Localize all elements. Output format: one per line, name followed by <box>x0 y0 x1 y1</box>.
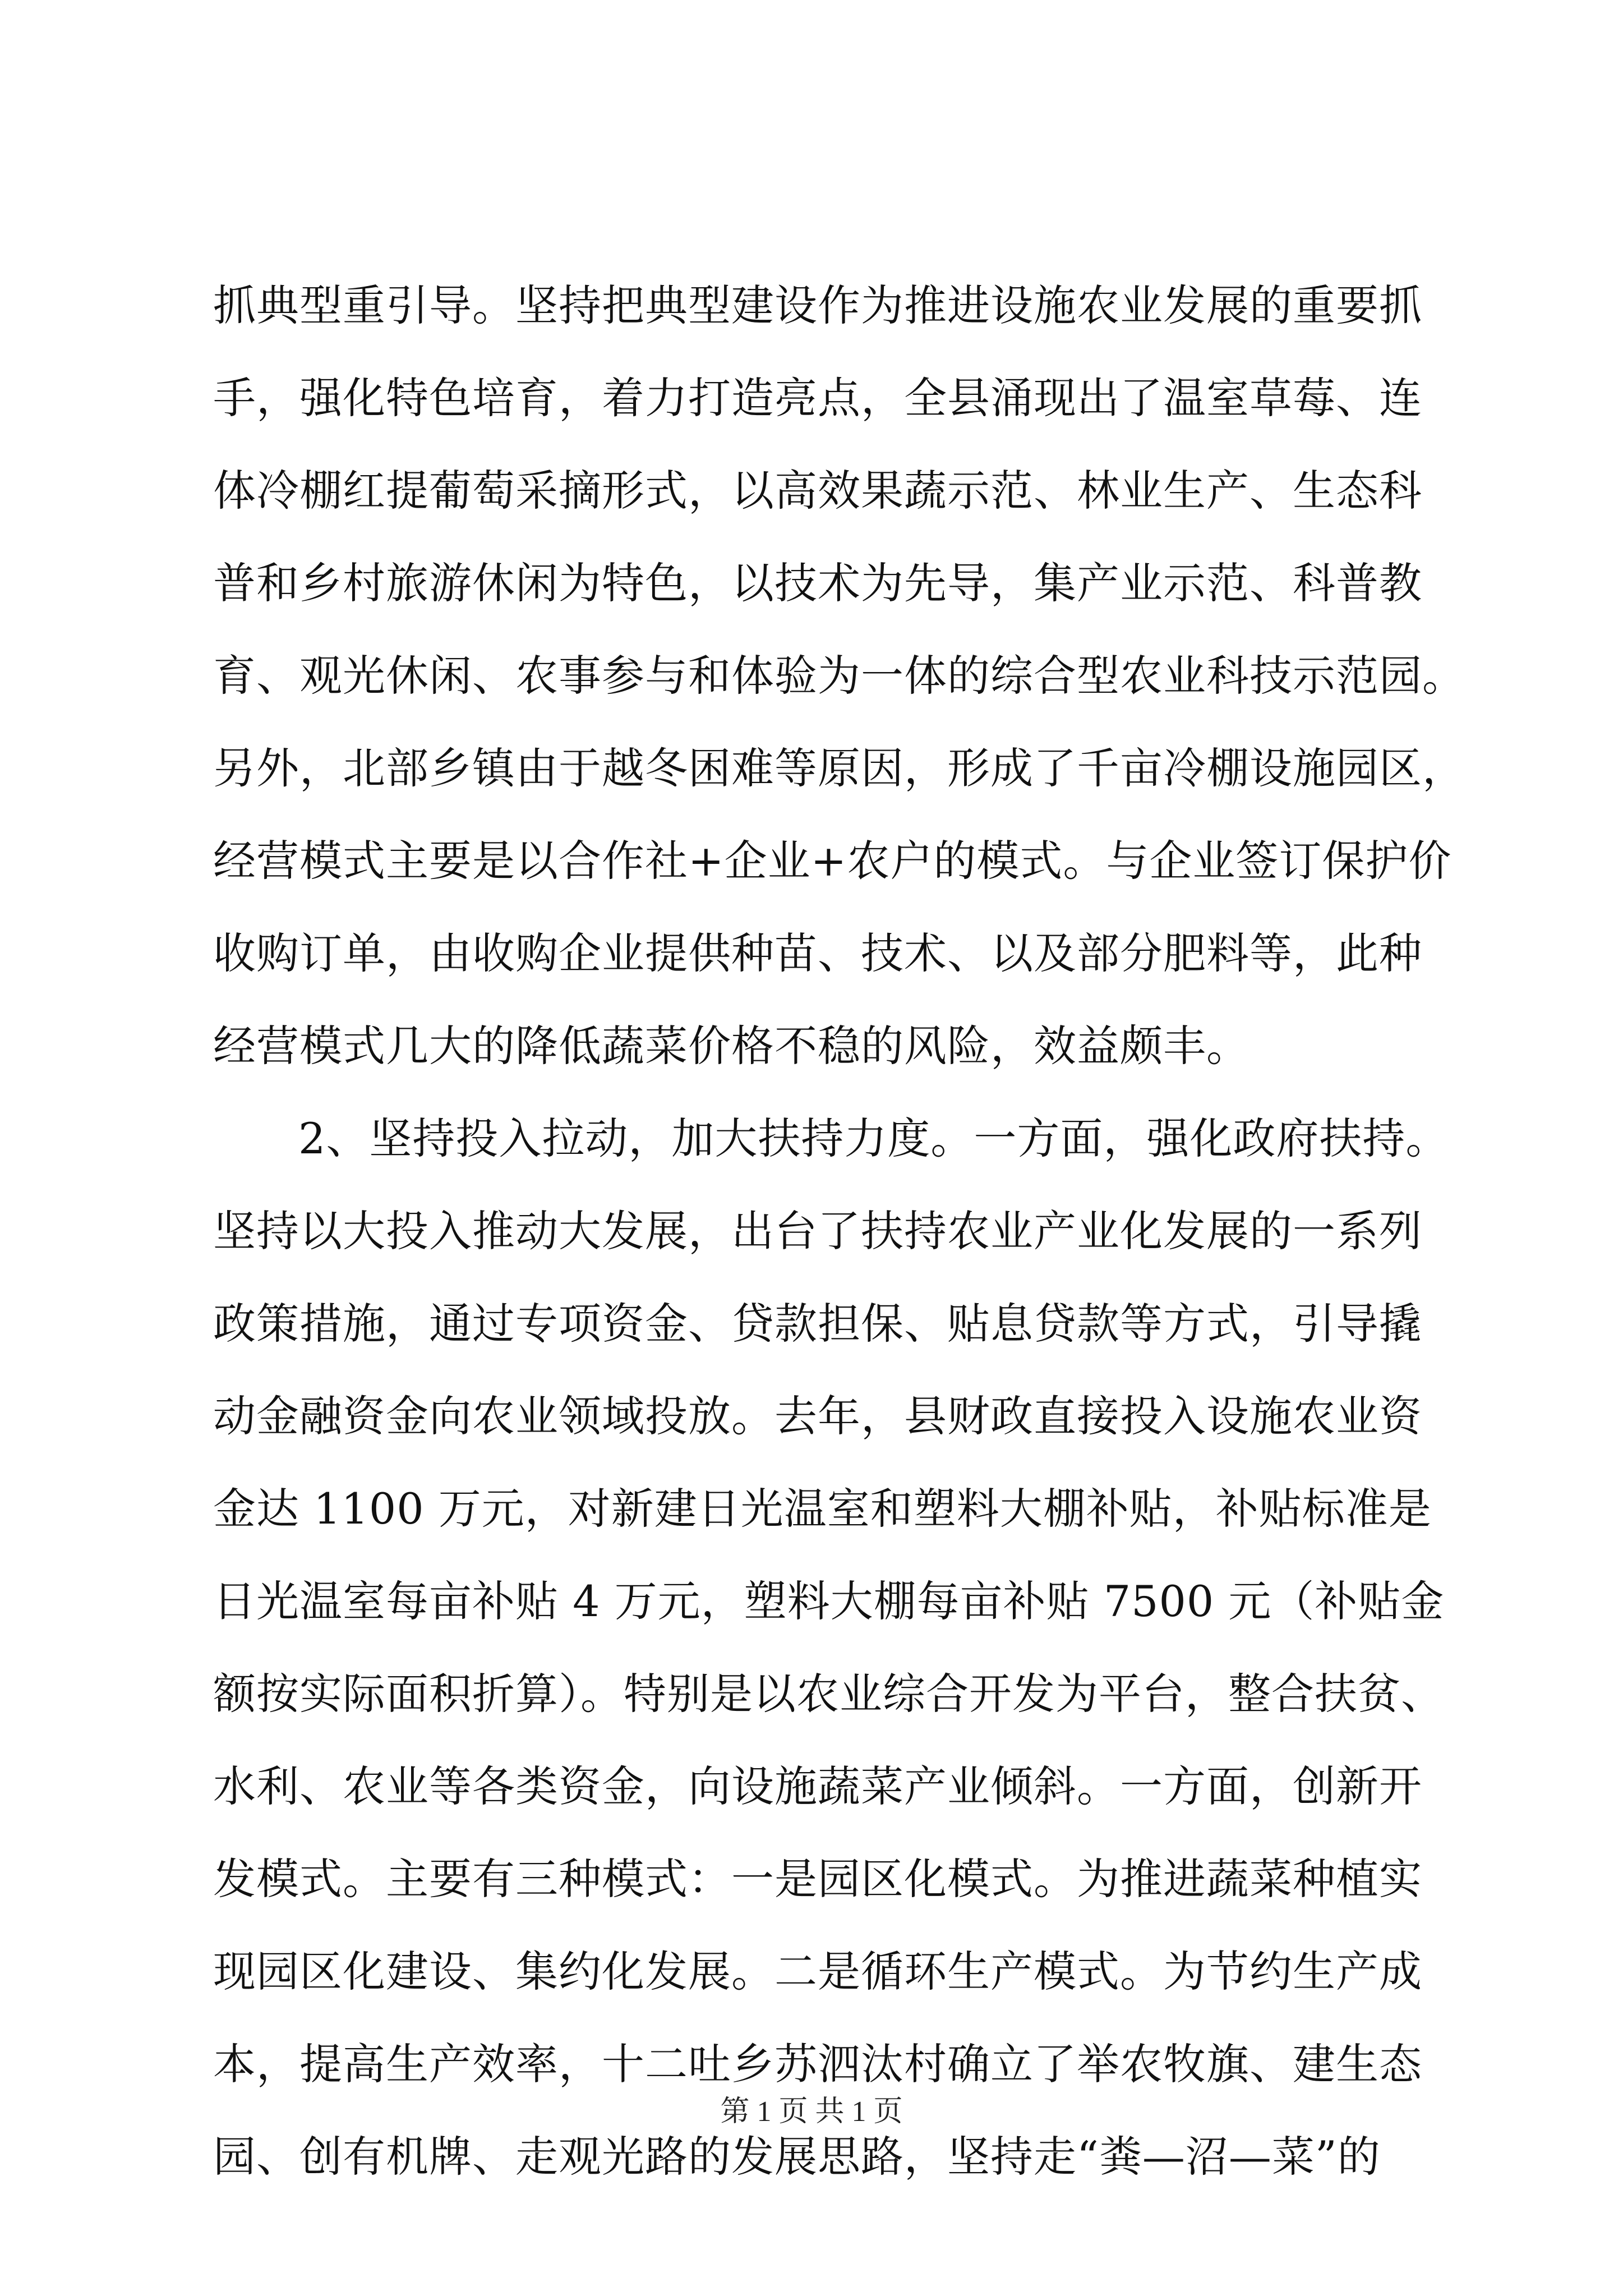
text-line: 发模式。主要有三种模式：一是园区化模式。为推进蔬菜种植实 <box>213 1854 1422 1904</box>
text-line: 收购订单，由收购企业提供种苗、技术、以及部分肥料等，此种 <box>213 928 1422 978</box>
text-line: 现园区化建设、集约化发展。二是循环生产模式。为节约生产成 <box>213 1947 1422 1996</box>
text-line: 体冷棚红提葡萄采摘形式，以高效果蔬示范、林业生产、生态科 <box>213 466 1422 516</box>
page-footer: 第 1 页 共 1 页 <box>720 2096 903 2128</box>
text-line: 另外，北部乡镇由于越冬困难等原因，形成了千亩冷棚设施园区， <box>213 743 1465 793</box>
text-line: 政策措施，通过专项资金、贷款担保、贴息贷款等方式，引导撬 <box>213 1299 1422 1349</box>
text-line: 本，提高生产效率，十二吐乡苏泗汰村确立了举农牧旗、建生态 <box>213 2039 1422 2089</box>
text-line: 额按实际面积折算）。特别是以农业综合开发为平台，整合扶贫、 <box>213 1669 1444 1719</box>
text-line: 金达 1100 万元，对新建日光温室和塑料大棚补贴，补贴标准是 <box>213 1484 1432 1534</box>
text-line: 抓典型重引导。坚持把典型建设作为推进设施农业发展的重要抓 <box>213 280 1422 330</box>
text-line: 动金融资金向农业领域投放。去年，县财政直接投入设施农业资 <box>213 1391 1422 1441</box>
text-line: 经营模式主要是以合作社+企业+农户的模式。与企业签订保护价 <box>213 836 1452 886</box>
text-line: 日光温室每亩补贴 4 万元，塑料大棚每亩补贴 7500 元（补贴金 <box>213 1576 1445 1626</box>
text-line: 育、观光休闲、农事参与和体验为一体的综合型农业科技示范园。 <box>213 651 1465 701</box>
text-line: 水利、农业等各类资金，向设施蔬菜产业倾斜。一方面，创新开 <box>213 1761 1422 1811</box>
paragraph-start-line: 2、坚持投入拉动，加大扶持力度。一方面，强化政府扶持。 <box>298 1114 1449 1163</box>
text-line: 普和乡村旅游休闲为特色，以技术为先导，集产业示范、科普教 <box>213 558 1422 608</box>
text-line: 坚持以大投入推动大发展，出台了扶持农业产业化发展的一系列 <box>213 1206 1422 1256</box>
text-line: 经营模式几大的降低蔬菜价格不稳的风险，效益颇丰。 <box>213 1021 1249 1071</box>
text-line: 园、创有机牌、走观光路的发展思路，坚持走“粪—沼—菜”的 <box>213 2132 1381 2182</box>
text-line: 手，强化特色培育，着力打造亮点，全县涌现出了温室草莓、连 <box>213 373 1422 423</box>
body-text <box>213 259 1465 2203</box>
